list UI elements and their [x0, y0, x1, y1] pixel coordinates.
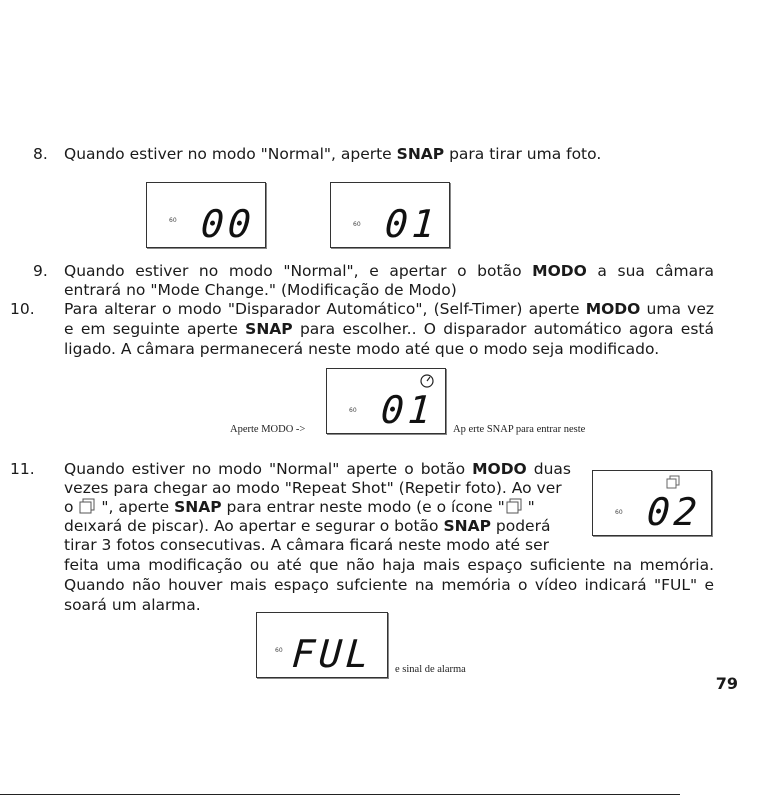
item-8-text: Quando estiver no modo "Normal", aperte SNAP para tirar uma foto.	[64, 145, 602, 163]
item-9-number: 9.	[33, 262, 48, 280]
item-9-line-2: entrará no "Mode Change." (Modificação de Modo)	[64, 281, 457, 299]
lcd-digits: 01	[379, 388, 437, 432]
lcd-digits: FUL	[290, 632, 375, 676]
item-11-line-2: vezes para chegar ao modo "Repeat Shot" (Repetir foto). Ao ver	[64, 479, 562, 497]
item-10-number: 10.	[10, 300, 35, 318]
item-11-line-5: tirar 3 fotos consecutivas. A câmara ficará neste modo até ser	[64, 536, 549, 554]
item-10-line-3: ligado. A câmara permanecerá neste modo até que o modo seja modificado.	[64, 340, 660, 358]
lcd-small-counter: 60	[169, 217, 177, 224]
lcd-display-full	[256, 612, 388, 678]
item-10-line-2: e em seguinte aperte SNAP para escolher.. O disparador automático agora está	[64, 320, 714, 338]
caption-aperte-modo: Aperte MODO ->	[230, 424, 306, 435]
item-8-number: 8.	[33, 145, 48, 163]
item-11-line-3: o ", aperte SNAP para entrar neste modo (e o ícone " "	[64, 498, 535, 516]
lcd-small-counter: 60	[275, 647, 283, 654]
lcd-digits: 00	[199, 202, 257, 246]
repeat-shot-icon	[78, 498, 96, 514]
repeat-shot-icon	[505, 498, 523, 514]
repeat-shot-icon	[665, 475, 681, 489]
item-11-line-1: Quando estiver no modo "Normal" aperte o botão MODO duas	[64, 460, 571, 478]
caption-alarm: e sinal de alarma	[395, 664, 466, 675]
lcd-display-01	[330, 182, 450, 248]
footer-rule	[0, 794, 680, 795]
item-10-line-1: Para alterar o modo "Disparador Automático", (Self-Timer) aperte MODO uma vez	[64, 300, 714, 318]
lcd-small-counter: 60	[353, 221, 361, 228]
item-11-line-6: feita uma modificação ou até que não haja mais espaço suficiente na memória.	[64, 556, 714, 574]
lcd-digits: 01	[383, 202, 441, 246]
lcd-small-counter: 60	[615, 509, 623, 516]
lcd-digits: 02	[645, 490, 703, 534]
page-number: 79	[715, 674, 738, 693]
lcd-display-00	[146, 182, 266, 248]
item-9-line-1: Quando estiver no modo "Normal", e apertar o botão MODO a sua câmara	[64, 262, 714, 280]
lcd-display-self-timer	[326, 368, 446, 434]
self-timer-icon	[419, 373, 435, 389]
item-11-line-4: deıxará de piscar). Ao apertar e segurar o botão SNAP poderá	[64, 517, 551, 535]
item-11-line-7: Quando não houver mais espaço sufciente na memória o vídeo indicará "FUL" e	[64, 576, 714, 594]
lcd-small-counter: 60	[349, 407, 357, 414]
caption-aperte-snap: Ap erte SNAP para entrar neste	[453, 424, 586, 435]
lcd-display-repeat	[592, 470, 712, 536]
item-11-number: 11.	[10, 460, 35, 478]
item-11-line-8: soará um alarma.	[64, 596, 201, 614]
